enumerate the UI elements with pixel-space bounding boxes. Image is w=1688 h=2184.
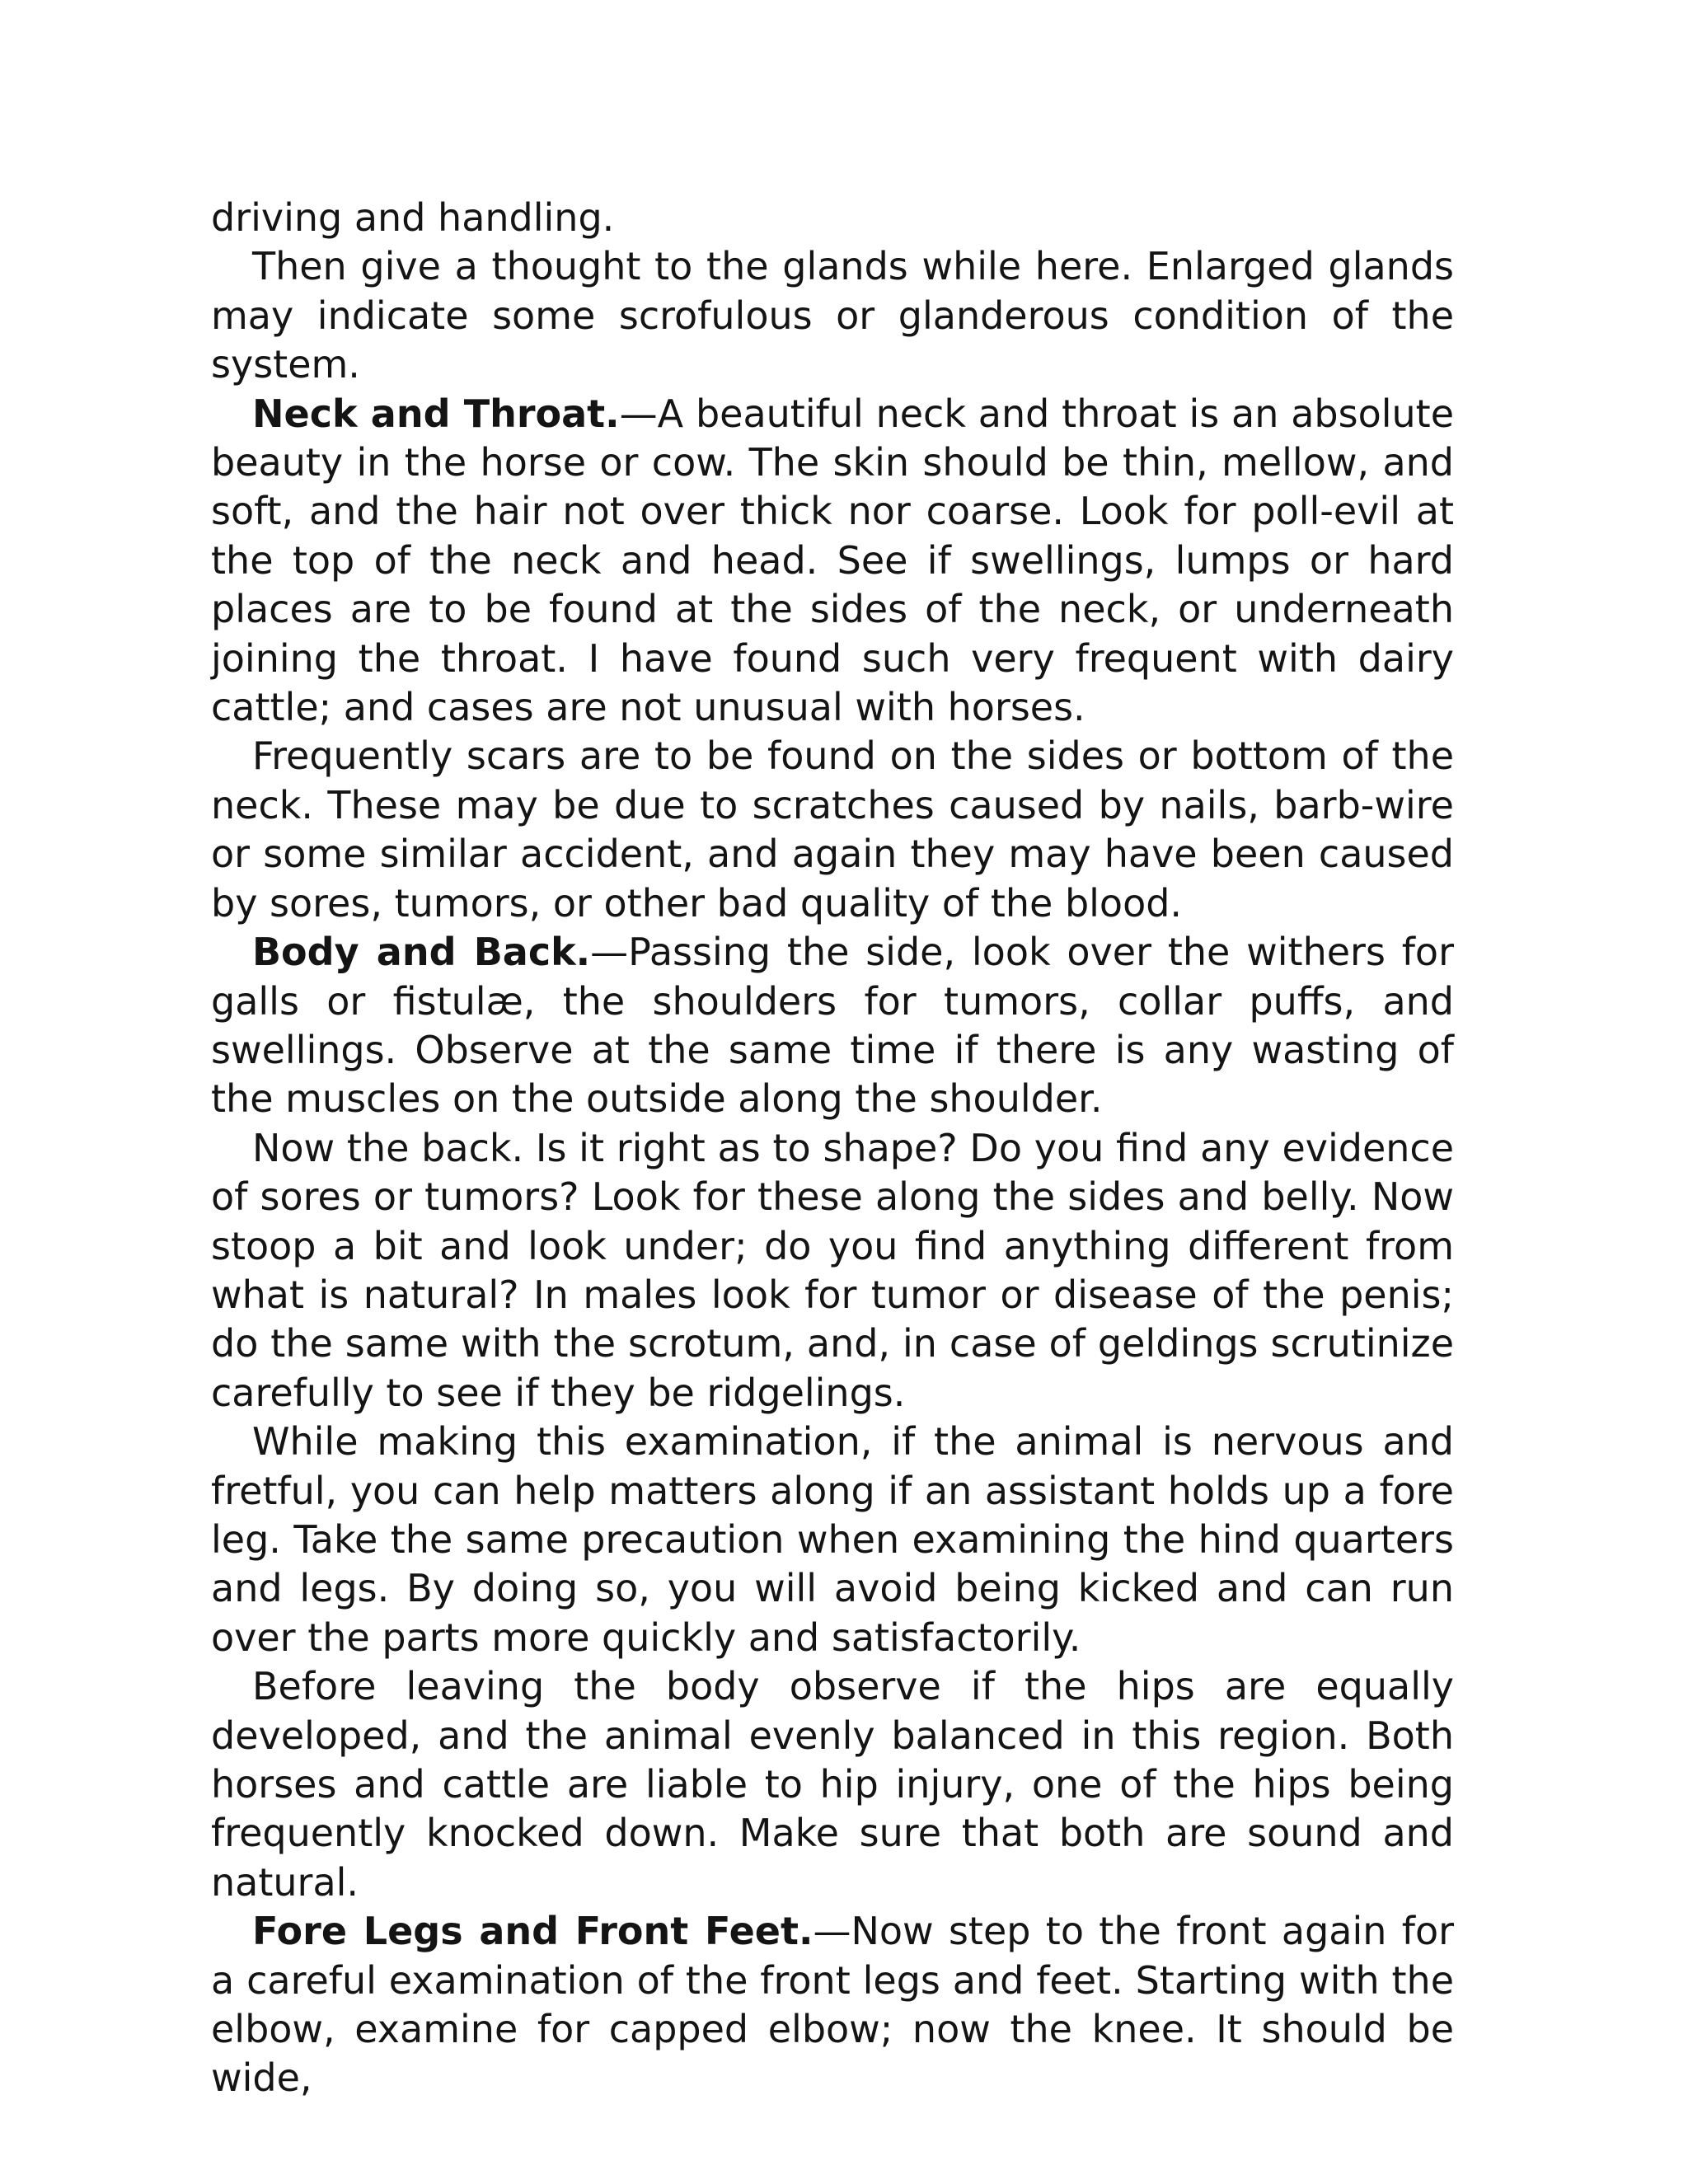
paragraph-7 [211, 1418, 1454, 1662]
paragraph-7-text: While making this examination, if the animal is nervous and fretful, you can help matters along if an assistant holds up a fore leg. Take the same precaution when examining the hind quarters and legs. By doing so, you will avoid being kicked and can run over the parts more quickly and satisfactorily. [211, 1419, 1454, 1660]
paragraph-3-text: —A beautiful neck and throat is an absolute beauty in the horse or cow. The skin should be thin, mellow, and soft, and the hair not over thick nor coarse. Look for poll-evil at the top of the neck and head. See if swellings, lumps or hard places are to be found at the sides of the neck, or underneath joining the throat. I have found such very frequent with dairy cattle; and cases are not unusual with horses. [211, 391, 1454, 730]
paragraph-fore-legs-and-front-feet [211, 1907, 1454, 2103]
paragraph-body-and-back [211, 928, 1454, 1124]
paragraph-2-text: Then give a thought to the glands while here. Enlarged glands may indicate some scrofulous or glanderous condition of the system. [211, 244, 1454, 387]
section-heading-fore-legs-and-front-feet: Fore Legs and Front Feet. [252, 1909, 814, 1954]
paragraph-4 [211, 732, 1454, 928]
paragraph-5-text: —Passing the side, look over the withers for galls or fistulæ, the shoulders for tumors, collar puffs, and swellings. Observe at the same time if there is any wasting of the muscles on the outside along the shoulder. [211, 930, 1454, 1122]
paragraph-1 [211, 194, 1454, 242]
paragraph-9-text: —Now step to the front again for a careful examination of the front legs and feet. Starting with the elbow, examine for capped elbow; now the knee. It should be wide, [211, 1909, 1455, 2101]
section-heading-neck-and-throat: Neck and Throat. [252, 391, 620, 436]
paragraph-8-text: Before leaving the body observe if the hips are equally developed, and the animal evenly balanced in this region. Both horses and cattle are liable to hip injury, one of the hips being frequently knocked down. Make sure that both are sound and natural. [211, 1664, 1454, 1905]
paragraph-4-text: Frequently scars are to be found on the sides or bottom of the neck. These may be due to scratches caused by nails, barb-wire or some similar accident, and again they may have been caused by sores, tumors, or other bad quality of the blood. [211, 733, 1454, 926]
paragraph-1-text: driving and handling. [211, 195, 615, 240]
paragraph-6 [211, 1124, 1454, 1418]
paragraph-2 [211, 242, 1454, 389]
paragraph-6-text: Now the back. Is it right as to shape? Do you find any evidence of sores or tumors? Look for these along the sides and belly. Now stoop a bit and look under; do you find anything different from what is natural? In males look for tumor or disease of the penis; do the same with the scrotum, and, in case of geldings scrutinize carefully to see if they be ridgelings. [211, 1125, 1454, 1415]
page-body [211, 194, 1454, 2103]
paragraph-8 [211, 1662, 1454, 1907]
paragraph-neck-and-throat [211, 390, 1454, 733]
section-heading-body-and-back: Body and Back. [252, 930, 591, 975]
